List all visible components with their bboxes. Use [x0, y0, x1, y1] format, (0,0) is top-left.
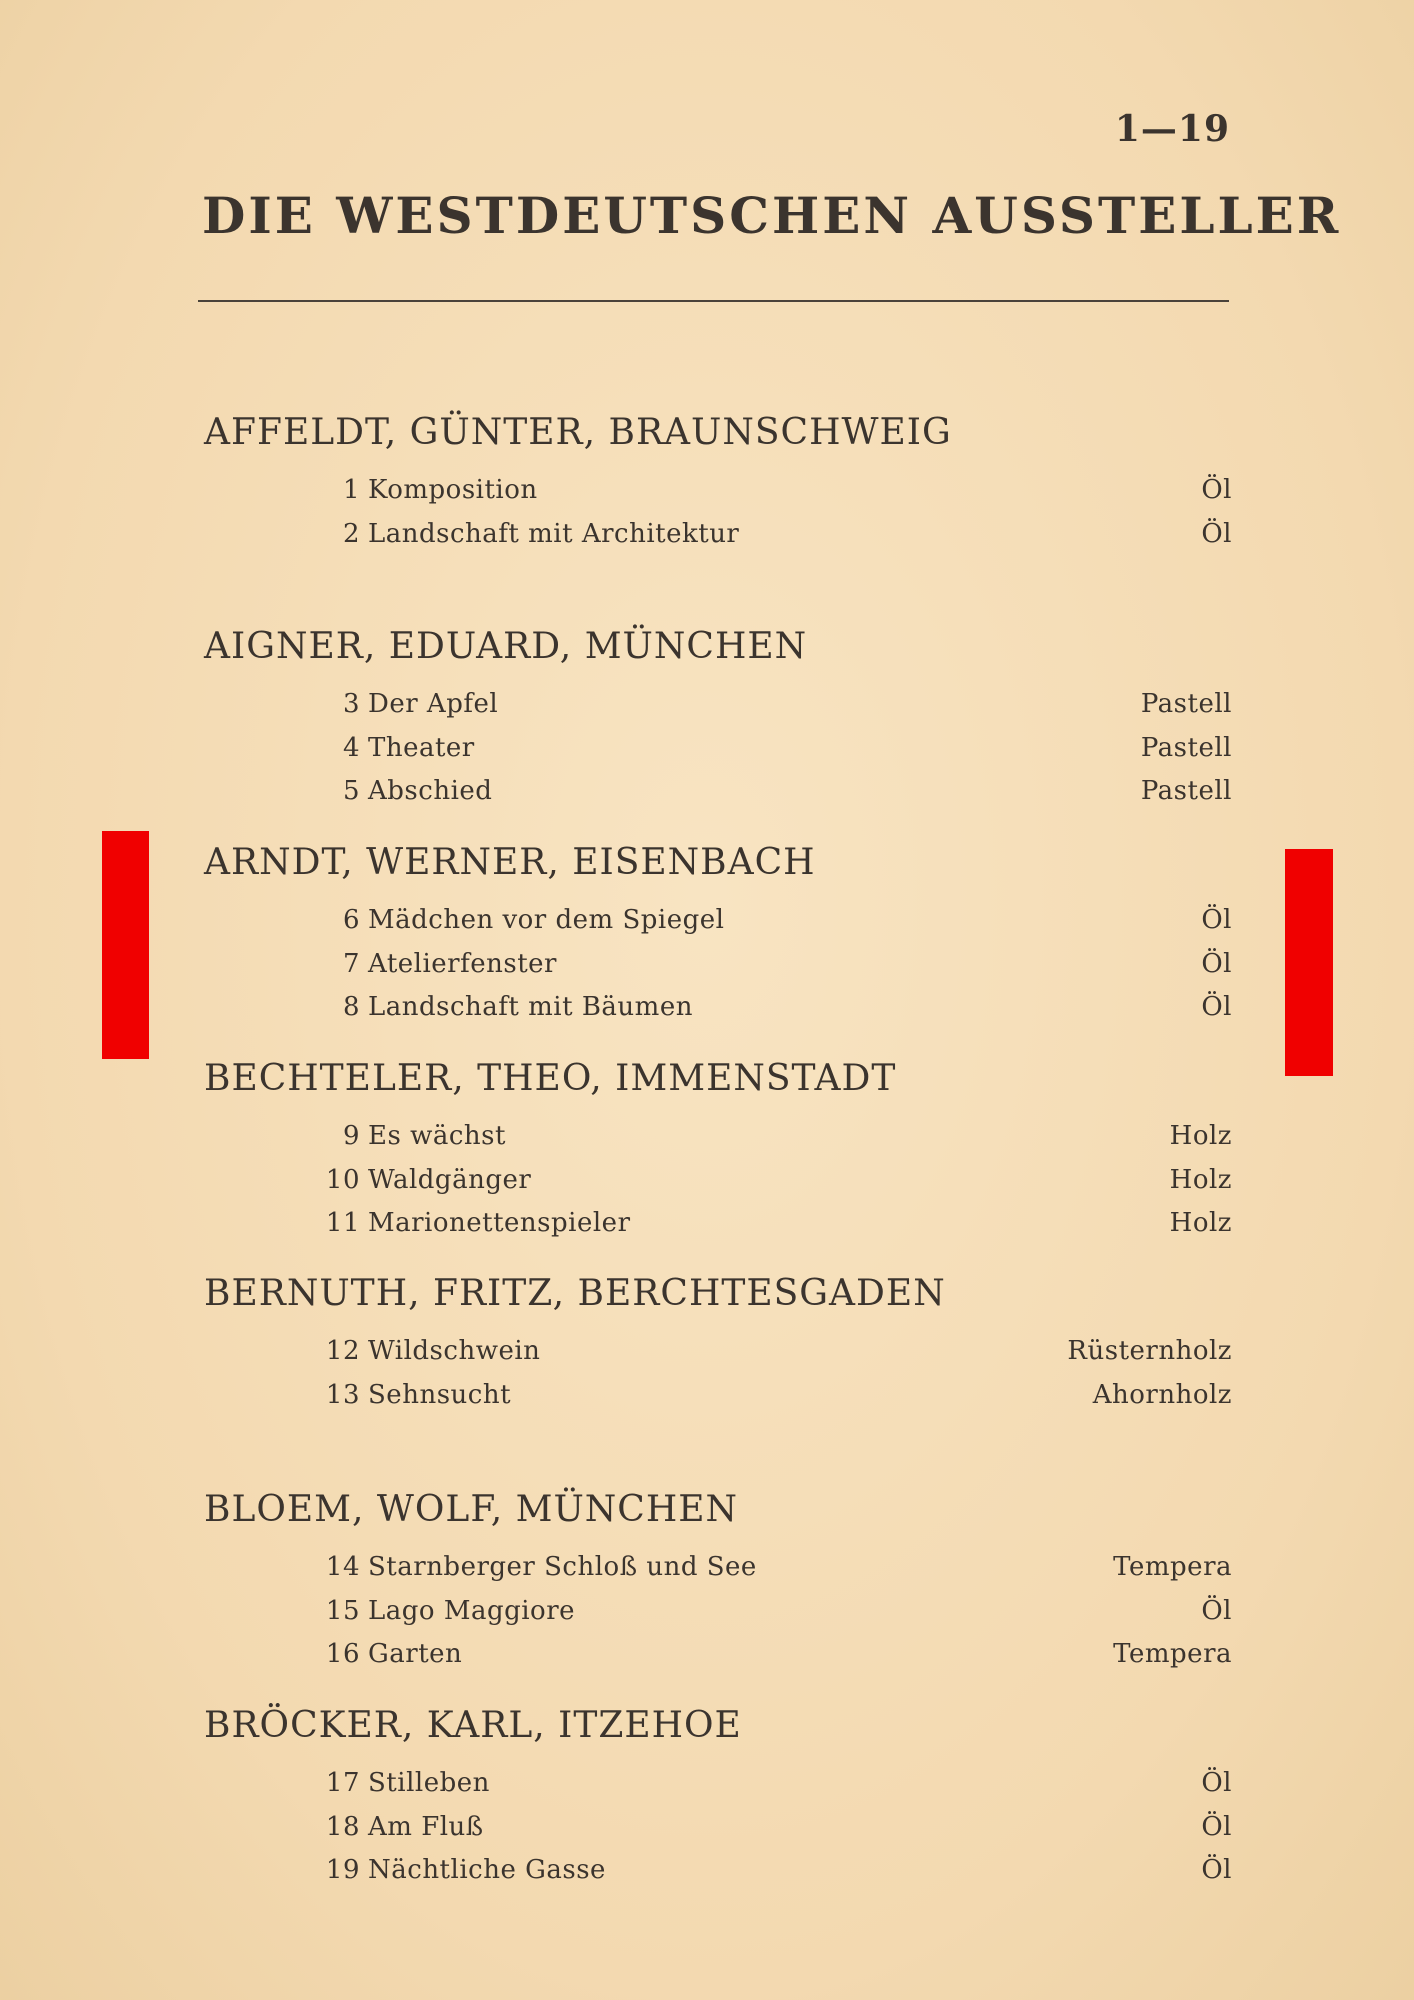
work-entry [300, 689, 1232, 729]
work-number: 15 [325, 1595, 360, 1626]
work-entry [300, 1121, 1232, 1161]
work-title: Stilleben [368, 1768, 490, 1798]
work-title: Es wächst [368, 1121, 506, 1151]
work-title: Nächtliche Gasse [368, 1855, 606, 1885]
work-number: 3 [342, 689, 360, 719]
work-entry [300, 1812, 1232, 1852]
work-medium: Öl [1201, 1595, 1232, 1626]
work-title: Lago Maggiore [368, 1595, 576, 1626]
work-title: Atelierfenster [368, 948, 557, 979]
work-medium: Pastell [1140, 732, 1232, 763]
work-medium: Öl [1201, 948, 1232, 979]
work-medium: Ahornholz [1092, 1379, 1232, 1410]
exhibitor-heading: AFFELDT, GÜNTER, BRAUNSCHWEIG [204, 412, 952, 453]
exhibitor-heading: BECHTELER, THEO, IMMENSTADT [204, 1058, 897, 1099]
work-medium: Holz [1169, 1208, 1232, 1238]
right-red-marker [1285, 849, 1333, 1076]
work-medium: Öl [1201, 1855, 1232, 1885]
work-title: Mädchen vor dem Spiegel [368, 905, 725, 935]
work-entry [300, 776, 1232, 816]
work-title: Am Fluß [368, 1811, 484, 1842]
work-title: Waldgänger [368, 1164, 532, 1195]
work-title: Abschied [368, 776, 493, 806]
work-number: 9 [342, 1121, 360, 1151]
work-medium: Öl [1201, 1811, 1232, 1842]
work-medium: Öl [1201, 992, 1232, 1022]
left-red-marker [102, 831, 149, 1059]
exhibitor-heading: BLOEM, WOLF, MÜNCHEN [204, 1489, 739, 1530]
work-entry [300, 1596, 1232, 1636]
work-number: 5 [342, 776, 360, 806]
work-medium: Pastell [1140, 689, 1232, 719]
work-number: 2 [342, 518, 360, 549]
work-entry [300, 1855, 1232, 1895]
work-number: 11 [325, 1208, 360, 1238]
work-number: 8 [342, 992, 360, 1022]
work-title: Landschaft mit Bäumen [368, 992, 693, 1022]
work-medium: Öl [1201, 518, 1232, 549]
exhibitor-heading: BRÖCKER, KARL, ITZEHOE [204, 1705, 742, 1746]
work-entry [300, 1552, 1232, 1592]
work-medium: Tempera [1113, 1639, 1232, 1669]
work-medium: Öl [1201, 475, 1232, 505]
work-entry [300, 1336, 1232, 1376]
work-medium: Öl [1201, 905, 1232, 935]
work-number: 17 [325, 1768, 360, 1798]
work-number: 4 [342, 732, 360, 763]
work-medium: Holz [1169, 1164, 1232, 1195]
work-title: Wildschwein [368, 1336, 541, 1366]
title-divider [198, 300, 1229, 302]
work-entry [300, 1208, 1232, 1248]
work-medium: Pastell [1140, 776, 1232, 806]
exhibitor-heading: ARNDT, WERNER, EISENBACH [204, 842, 816, 883]
work-number: 6 [342, 905, 360, 935]
work-medium: Tempera [1113, 1552, 1232, 1582]
work-number: 18 [325, 1811, 360, 1842]
work-number: 1 [342, 475, 360, 505]
work-title: Theater [368, 732, 475, 763]
work-entry [300, 519, 1232, 559]
work-title: Landschaft mit Architektur [368, 518, 740, 549]
work-entry [300, 1768, 1232, 1808]
work-entry [300, 905, 1232, 945]
work-entry [300, 1380, 1232, 1420]
page-title: DIE WESTDEUTSCHEN AUSSTELLER [202, 186, 1342, 245]
work-medium: Holz [1169, 1121, 1232, 1151]
work-number: 14 [325, 1552, 360, 1582]
work-title: Komposition [368, 475, 538, 505]
work-medium: Öl [1201, 1768, 1232, 1798]
work-title: Starnberger Schloß und See [368, 1552, 757, 1582]
work-number: 16 [325, 1639, 360, 1669]
work-number: 13 [325, 1379, 360, 1410]
work-entry [300, 1165, 1232, 1205]
work-entry [300, 733, 1232, 773]
exhibitor-heading: AIGNER, EDUARD, MÜNCHEN [204, 626, 808, 667]
work-number: 19 [325, 1855, 360, 1885]
work-entry [300, 1639, 1232, 1679]
work-title: Der Apfel [368, 689, 499, 719]
work-entry [300, 992, 1232, 1032]
work-title: Marionettenspieler [368, 1208, 631, 1238]
work-number: 7 [342, 948, 360, 979]
work-number: 10 [325, 1164, 360, 1195]
exhibitor-heading: BERNUTH, FRITZ, BERCHTESGADEN [204, 1273, 946, 1314]
work-number: 12 [325, 1336, 360, 1366]
page-number: 1—19 [1114, 108, 1230, 150]
work-title: Sehnsucht [368, 1379, 512, 1410]
work-medium: Rüsternholz [1067, 1336, 1232, 1366]
work-title: Garten [368, 1639, 463, 1669]
work-entry [300, 949, 1232, 989]
work-entry [300, 475, 1232, 515]
